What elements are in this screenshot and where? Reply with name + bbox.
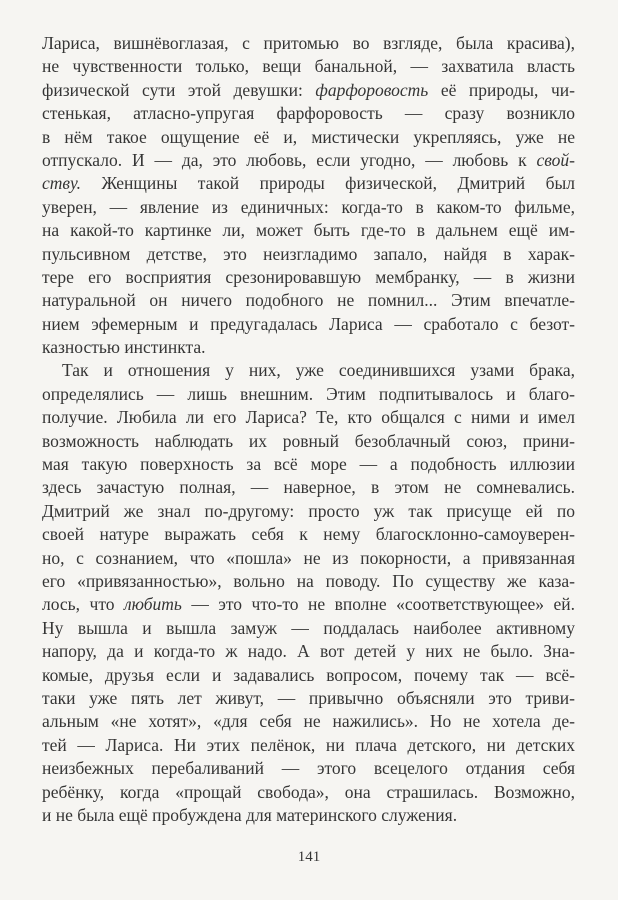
text-line [42,804,575,827]
paragraph [42,359,575,827]
text-segment: ребёнку, когда «прощай свобода», она страшилась. Возможно, [42,781,575,802]
text-line [42,523,575,546]
text-segment: её природы, чи- [428,79,575,100]
text-segment: тей — Лариса. Ни этих пелёнок, ни плача детского, ни детских [42,734,575,755]
text-line [42,313,575,336]
text-line [42,593,575,616]
text-line [42,383,575,406]
text-segment: уверен, — явление из единичных: когда-то в каком-то фильме, [42,196,575,217]
text-line [42,476,575,499]
italic-text: фарфоровость [315,79,429,100]
text-segment: мая такую поверхность за всё море — а подобность иллюзии [42,454,575,475]
text-line [42,102,575,125]
page-number: 141 [297,849,321,865]
text-segment: нием эфемерным и предугадалась Лариса — сработало с безот- [42,313,575,334]
text-segment: альным «не хотят», «для себя не нажились». Но не хотела де- [42,711,575,732]
text-line [42,430,575,453]
text-line [42,126,575,149]
italic-text: свой- [536,149,575,170]
text-line [42,196,575,219]
text-line [42,570,575,593]
italic-text: любить [124,594,182,615]
text-segment: комые, друзья если и задавались вопросом, почему так — всё- [42,664,575,685]
text-line [42,79,575,102]
text-segment: тере его восприятия срезонировавшую мембранку, — в жизни [42,266,575,287]
text-segment: получие. Любила ли его Лариса? Те, кто общался с ними и имел [42,407,575,428]
text-segment: и не была ещё пробуждена для материнского служения. [42,804,458,825]
text-segment: Так и отношения у них, уже соединившихся узами брака, [62,360,575,381]
text-line [42,336,575,359]
text-segment: отпускало. И — да, это любовь, если угодно, — любовь к [42,149,537,170]
text-segment: Ну вышла и вышла замуж — поддалась наиболее активному [42,617,575,638]
text-line [42,500,575,523]
text-line [42,453,575,476]
text-segment: таки уже пять лет живут, — привычно объясняли это триви- [42,687,575,708]
text-line [42,757,575,780]
text-segment: казностью инстинкта. [42,337,206,358]
text-line [42,172,575,195]
text-line [42,359,575,382]
text-line [42,781,575,804]
text-segment: его «привязанностью», вольно на поводу. По существу же каза- [42,570,575,591]
text-line [42,664,575,687]
text-segment: Лариса, вишнёвоглазая, с притомью во взгляде, была красива), [42,33,575,53]
text-line [42,406,575,429]
text-segment: натуральной он ничего подобного не помнил... Этим впечатле- [42,290,575,311]
text-line [42,640,575,663]
text-line [42,734,575,757]
text-line [42,289,575,312]
text-segment: своей натуре выражать себя к нему благосклонно-самоуверен- [42,524,575,545]
text-line [42,710,575,733]
italic-text: ству. [42,173,82,194]
text-segment: не чувственности только, вещи банальной, — захватила власть [42,56,575,77]
text-segment: напору, да и когда-то ж надо. А вот детей у них не было. Зна- [42,641,575,662]
text-segment: возможность наблюдать их ровный безоблачный союз, прини- [42,430,575,451]
text-segment: в нём такое ощущение её и, мистически укрепляясь, уже не [42,126,575,147]
text-line [42,219,575,242]
text-line [42,55,575,78]
text-line [42,266,575,289]
text-segment: на какой-то картинке ли, может быть где-то в дальнем ещё им- [42,220,575,241]
text-line [42,617,575,640]
text-line [42,149,575,172]
text-segment: но, с сознанием, что «пошла» не из покорности, а привязанная [42,547,575,568]
text-line [42,32,575,55]
paragraph [42,32,575,359]
text-segment: физической сути этой девушки: [42,79,316,100]
text-segment: стенькая, атласно-упругая фарфоровость — сразу возникло [42,103,575,124]
text-segment: Дмитрий же знал по-другому: просто уж так присуще ей по [42,500,575,521]
text-line [42,687,575,710]
text-segment: определялись — лишь внешним. Этим подпитывалось и благо- [42,383,575,404]
text-segment: — это что-то не вполне «соответствующее» ей. [181,594,576,615]
body-text [42,32,575,827]
text-segment: неизбежных перебаливаний — этого всецелого отдания себя [42,758,575,779]
text-line [42,547,575,570]
text-line [42,243,575,266]
text-segment: пульсивном детстве, это неизгладимо запало, найдя в харак- [42,243,575,264]
text-segment: лось, что [42,594,124,615]
text-segment: здесь зачастую полная, — наверное, в этом не сомневались. [42,477,575,498]
text-segment: Женщины такой природы физической, Дмитрий был [81,173,575,194]
